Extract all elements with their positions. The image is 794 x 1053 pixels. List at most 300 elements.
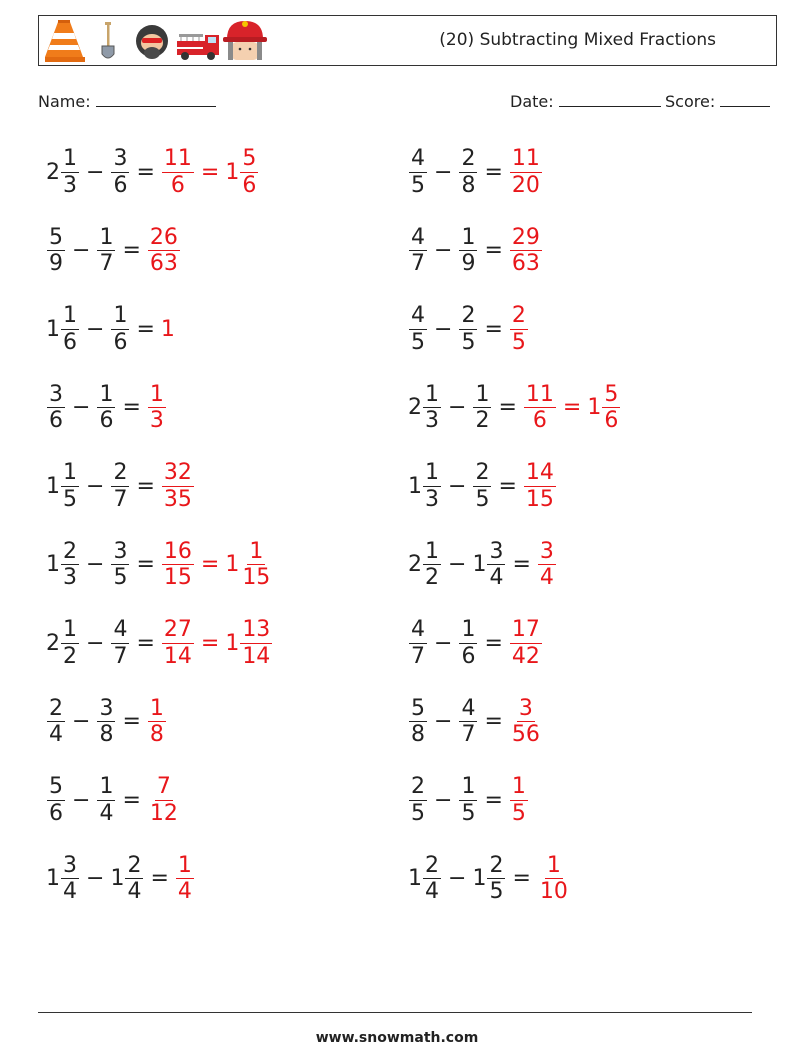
minuend-denominator: 6: [49, 800, 63, 826]
minus-sign: −: [434, 159, 453, 185]
minuend-numerator: 1: [425, 381, 439, 407]
minuend-whole: 2: [408, 395, 422, 420]
answer-denominator: 10: [539, 879, 568, 904]
worksheet-title: (20) Subtracting Mixed Fractions: [439, 30, 716, 50]
minus-sign: −: [86, 630, 105, 656]
minus-sign: −: [448, 552, 467, 577]
answer-mixed-denominator: 6: [604, 408, 619, 433]
score-blank[interactable]: [720, 92, 770, 107]
subtrahend-numerator: 2: [113, 460, 128, 486]
answer-numerator: 3: [518, 695, 533, 721]
minus-sign: −: [72, 787, 91, 813]
minus-sign: −: [448, 866, 467, 891]
minuend-denominator: 4: [63, 879, 77, 904]
subtrahend-fraction: [487, 540, 505, 589]
subtrahend-numerator: 1: [461, 774, 476, 800]
subtrahend-denominator: 8: [99, 722, 114, 747]
shovel-icon: [102, 22, 114, 58]
minuend-whole: 2: [408, 552, 422, 577]
minuend-numerator: 1: [425, 460, 439, 486]
answer-mixed-fraction: [240, 540, 272, 589]
answer: [523, 383, 621, 432]
minus-sign: −: [434, 630, 453, 656]
minuend-fraction: [47, 775, 65, 824]
subtrahend-denominator: 5: [461, 329, 476, 355]
minuend-denominator: 4: [49, 722, 63, 747]
answer-numerator: 32: [163, 460, 192, 486]
answer: [147, 383, 167, 432]
subtrahend-numerator: 2: [489, 852, 504, 878]
minus-sign: −: [86, 866, 105, 891]
minuend-denominator: 5: [411, 800, 425, 826]
answer-denominator: 20: [511, 172, 540, 198]
header-icons: [45, 19, 285, 63]
problem-4: [408, 221, 543, 281]
problem-17: [46, 770, 181, 830]
score-field[interactable]: [665, 92, 770, 111]
answer-fraction: [148, 226, 180, 275]
answer-numerator: 16: [163, 538, 192, 564]
answer-fraction: [510, 697, 542, 746]
equals-sign: =: [122, 238, 141, 263]
problem-14: [408, 613, 543, 673]
minuend-fraction: [61, 147, 79, 196]
subtrahend-numerator: 1: [99, 774, 114, 800]
subtrahend-fraction: [97, 775, 115, 824]
answer-numerator: 11: [511, 146, 540, 172]
minuend-whole: 1: [46, 552, 60, 577]
answer-fraction: [148, 775, 180, 824]
answer-denominator: 15: [163, 565, 192, 590]
minuend-fraction: [409, 697, 427, 746]
answer-denominator: 5: [511, 329, 526, 355]
answer-denominator: 8: [149, 722, 164, 747]
minus-sign: −: [72, 238, 91, 263]
minuend-denominator: 3: [425, 408, 439, 433]
minuend-numerator: 1: [63, 146, 77, 172]
subtrahend-numerator: 1: [461, 617, 476, 643]
subtrahend-numerator: 1: [113, 303, 128, 329]
subtrahend-numerator: 3: [113, 146, 128, 172]
equals-sign: =: [484, 630, 503, 656]
minuend-fraction: [409, 226, 427, 275]
answer: [537, 854, 571, 903]
equals-sign: =: [136, 159, 155, 185]
answer-numerator: 1: [149, 695, 164, 721]
answer-equals-sign: =: [200, 630, 220, 656]
subtrahend-fraction: [111, 147, 129, 196]
answer-whole: 1: [160, 316, 175, 342]
minuend-fraction: [409, 304, 427, 353]
answer: [509, 697, 543, 746]
date-blank[interactable]: [559, 92, 661, 107]
answer: [509, 618, 543, 667]
answer-denominator: 6: [532, 408, 547, 433]
problem-13: [46, 613, 273, 673]
answer: [161, 618, 273, 667]
minus-sign: −: [434, 787, 453, 813]
minus-sign: −: [448, 395, 467, 420]
equals-sign: =: [122, 787, 141, 813]
minuend-whole: 2: [46, 159, 60, 185]
minus-sign: −: [86, 473, 105, 499]
answer: [509, 304, 529, 353]
answer-mixed-numerator: 5: [242, 146, 257, 172]
problem-20: [408, 849, 571, 909]
equals-sign: =: [136, 630, 155, 656]
answer-fraction: [162, 461, 194, 510]
subtrahend-numerator: 3: [489, 538, 504, 564]
answer-denominator: 56: [511, 722, 540, 747]
problem-12: [408, 535, 557, 595]
subtrahend-denominator: 7: [461, 722, 476, 747]
subtrahend-denominator: 7: [99, 251, 114, 276]
minuend-numerator: 3: [49, 381, 63, 407]
minuend-fraction: [423, 540, 441, 589]
answer-mixed-denominator: 15: [242, 565, 271, 590]
minus-sign: −: [434, 709, 453, 734]
answer-fraction: [510, 226, 542, 275]
answer-numerator: 7: [156, 774, 171, 800]
problem-5: [46, 299, 175, 359]
subtrahend-fraction: [111, 540, 129, 589]
minuend-fraction: [47, 226, 65, 275]
subtrahend-whole: 1: [472, 552, 487, 577]
name-blank[interactable]: [96, 92, 216, 107]
subtrahend-denominator: 6: [113, 329, 128, 355]
answer-numerator: 29: [511, 224, 540, 250]
equals-sign: =: [150, 866, 169, 891]
equals-sign: =: [136, 473, 155, 499]
minuend-denominator: 7: [411, 251, 425, 276]
minuend-fraction: [61, 304, 79, 353]
minus-sign: −: [434, 238, 453, 263]
subtrahend-fraction: [111, 618, 129, 667]
minuend-denominator: 3: [63, 172, 77, 198]
footer-divider: [38, 1012, 752, 1013]
equals-sign: =: [498, 395, 517, 420]
answer-fraction: [162, 618, 194, 667]
minuend-numerator: 5: [49, 224, 63, 250]
equals-sign: =: [498, 473, 517, 499]
minus-sign: −: [72, 709, 91, 734]
subtrahend-fraction: [459, 147, 477, 196]
subtrahend-numerator: 3: [113, 538, 128, 564]
firefighter-mask-icon: [136, 25, 168, 59]
minuend-denominator: 5: [63, 486, 77, 512]
problem-8: [408, 378, 621, 438]
subtrahend-fraction: [459, 775, 477, 824]
subtrahend-fraction: [487, 854, 505, 903]
minuend-fraction: [409, 775, 427, 824]
answer-fraction: [510, 775, 528, 824]
problem-1: [46, 142, 259, 202]
equals-sign: =: [484, 787, 503, 813]
subtrahend-denominator: 5: [489, 879, 504, 904]
problem-9: [46, 456, 195, 516]
answer-mixed-denominator: 14: [242, 643, 271, 669]
answer-denominator: 4: [177, 879, 192, 904]
problem-7: [46, 378, 167, 438]
subtrahend-fraction: [459, 618, 477, 667]
minuend-fraction: [47, 383, 65, 432]
minus-sign: −: [86, 552, 105, 577]
subtrahend-denominator: 6: [99, 408, 114, 433]
minuend-fraction: [409, 147, 427, 196]
answer-numerator: 11: [525, 381, 554, 407]
minus-sign: −: [434, 316, 453, 342]
equals-sign: =: [136, 316, 155, 342]
equals-sign: =: [484, 159, 503, 185]
answer-denominator: 63: [149, 251, 178, 276]
minuend-denominator: 2: [63, 643, 77, 669]
traffic-cone-icon: [45, 20, 85, 62]
answer: [161, 147, 259, 196]
minuend-whole: 1: [46, 866, 60, 891]
minuend-whole: 1: [408, 866, 422, 891]
equals-sign: =: [484, 238, 503, 263]
answer-numerator: 26: [149, 224, 178, 250]
problem-2: [408, 142, 543, 202]
minuend-whole: 1: [46, 473, 60, 499]
equals-sign: =: [484, 709, 503, 734]
minuend-whole: 2: [46, 630, 60, 656]
subtrahend-whole: 1: [110, 866, 125, 891]
answer: [161, 540, 273, 589]
minuend-fraction: [61, 461, 79, 510]
answer-mixed-numerator: 13: [242, 617, 271, 643]
answer-denominator: 12: [149, 800, 178, 826]
minuend-denominator: 2: [425, 565, 439, 590]
minuend-fraction: [409, 618, 427, 667]
subtrahend-numerator: 1: [99, 381, 114, 407]
minus-sign: −: [86, 159, 105, 185]
answer-mixed-whole: 1: [225, 630, 240, 656]
minuend-denominator: 5: [411, 172, 425, 198]
subtrahend-numerator: 1: [99, 224, 114, 250]
minuend-numerator: 2: [425, 852, 439, 878]
answer-denominator: 42: [511, 643, 540, 669]
answer-fraction: [510, 147, 542, 196]
subtrahend-numerator: 2: [127, 852, 142, 878]
minuend-denominator: 3: [425, 486, 439, 512]
answer: [147, 775, 181, 824]
equals-sign: =: [122, 709, 141, 734]
minuend-numerator: 2: [411, 774, 425, 800]
minuend-numerator: 5: [411, 695, 425, 721]
answer: [147, 226, 181, 275]
answer-denominator: 35: [163, 486, 192, 512]
subtrahend-fraction: [97, 226, 115, 275]
answer-mixed-whole: 1: [225, 159, 240, 185]
answer-mixed-fraction: [240, 147, 258, 196]
subtrahend-fraction: [111, 461, 129, 510]
footer-url: www.snowmath.com: [315, 1030, 479, 1046]
subtrahend-denominator: 8: [461, 172, 476, 198]
answer-numerator: 1: [546, 852, 561, 878]
name-label: Name:: [38, 92, 91, 111]
fire-truck-icon: [177, 34, 219, 60]
answer-fraction: [176, 854, 194, 903]
worksheet-header: [38, 15, 777, 66]
answer-mixed-whole: 1: [225, 552, 240, 577]
minuend-denominator: 7: [411, 643, 425, 669]
minuend-fraction: [423, 383, 441, 432]
subtrahend-denominator: 4: [127, 879, 142, 904]
answer-denominator: 4: [539, 565, 554, 590]
equals-sign: =: [136, 552, 155, 577]
answer: [509, 775, 529, 824]
problem-18: [408, 770, 529, 830]
answer-mixed-whole: 1: [587, 395, 602, 420]
minuend-whole: 1: [46, 316, 60, 342]
subtrahend-whole: 1: [472, 866, 487, 891]
equals-sign: =: [122, 395, 141, 420]
answer: [509, 226, 543, 275]
subtrahend-fraction: [459, 304, 477, 353]
answer-equals-sign: =: [200, 159, 220, 185]
answer: [147, 697, 167, 746]
answer-numerator: 2: [511, 303, 526, 329]
answer-fraction: [524, 461, 556, 510]
minuend-numerator: 1: [63, 617, 77, 643]
minuend-fraction: [61, 618, 79, 667]
subtrahend-numerator: 2: [461, 146, 476, 172]
minuend-whole: 1: [408, 473, 422, 499]
problem-11: [46, 535, 273, 595]
name-field[interactable]: [38, 92, 216, 111]
answer: [175, 854, 195, 903]
minuend-denominator: 5: [411, 329, 425, 355]
answer-fraction: [148, 383, 166, 432]
subtrahend-numerator: 2: [461, 303, 476, 329]
answer-denominator: 3: [149, 408, 164, 433]
subtrahend-fraction: [125, 854, 143, 903]
minuend-denominator: 8: [411, 722, 425, 747]
problem-16: [408, 692, 543, 752]
subtrahend-numerator: 1: [461, 224, 476, 250]
answer: [509, 147, 543, 196]
date-field[interactable]: [510, 92, 661, 111]
answer-fraction: [510, 304, 528, 353]
score-label: Score:: [665, 92, 716, 111]
answer-fraction: [538, 540, 556, 589]
answer-numerator: 17: [511, 617, 540, 643]
minuend-numerator: 4: [411, 224, 425, 250]
minuend-numerator: 4: [411, 303, 425, 329]
minuend-numerator: 1: [63, 460, 77, 486]
subtrahend-denominator: 9: [461, 251, 476, 276]
problem-15: [46, 692, 167, 752]
subtrahend-denominator: 6: [113, 172, 128, 198]
minus-sign: −: [72, 395, 91, 420]
answer-fraction: [510, 618, 542, 667]
problem-3: [46, 221, 181, 281]
subtrahend-fraction: [473, 383, 491, 432]
subtrahend-fraction: [473, 461, 491, 510]
answer-fraction: [148, 697, 166, 746]
subtrahend-denominator: 7: [113, 643, 128, 669]
answer-mixed-fraction: [602, 383, 620, 432]
subtrahend-denominator: 5: [475, 486, 490, 512]
minuend-denominator: 4: [425, 879, 439, 904]
subtrahend-numerator: 4: [461, 695, 476, 721]
minuend-numerator: 1: [63, 303, 77, 329]
subtrahend-denominator: 4: [489, 565, 504, 590]
subtrahend-numerator: 1: [475, 381, 490, 407]
minuend-numerator: 1: [425, 538, 439, 564]
minuend-numerator: 4: [411, 146, 425, 172]
answer-fraction: [162, 147, 194, 196]
answer-denominator: 6: [170, 172, 185, 198]
minuend-numerator: 2: [49, 695, 63, 721]
firefighter-icon: [223, 21, 267, 60]
answer-mixed-numerator: 1: [249, 538, 264, 564]
answer-numerator: 1: [149, 381, 164, 407]
subtrahend-denominator: 5: [113, 565, 128, 590]
answer: [161, 461, 195, 510]
answer-denominator: 14: [163, 643, 192, 669]
answer-equals-sign: =: [562, 395, 582, 420]
subtrahend-fraction: [111, 304, 129, 353]
answer: [523, 461, 557, 510]
subtrahend-denominator: 6: [461, 643, 476, 669]
subtrahend-numerator: 2: [475, 460, 490, 486]
answer-equals-sign: =: [200, 552, 220, 577]
subtrahend-denominator: 4: [99, 800, 114, 826]
date-label: Date:: [510, 92, 554, 111]
minuend-denominator: 6: [49, 408, 63, 433]
minuend-fraction: [61, 540, 79, 589]
subtrahend-fraction: [97, 697, 115, 746]
answer-denominator: 15: [525, 486, 554, 512]
answer-fraction: [162, 540, 194, 589]
subtrahend-denominator: 5: [461, 800, 476, 826]
problem-6: [408, 299, 529, 359]
equals-sign: =: [512, 866, 531, 891]
minuend-denominator: 9: [49, 251, 63, 276]
subtrahend-denominator: 7: [113, 486, 128, 512]
answer-numerator: 27: [163, 617, 192, 643]
answer: [161, 317, 175, 342]
equals-sign: =: [484, 316, 503, 342]
subtrahend-numerator: 3: [99, 695, 114, 721]
answer-numerator: 3: [539, 538, 554, 564]
subtrahend-denominator: 2: [475, 408, 490, 433]
minuend-fraction: [423, 461, 441, 510]
answer-numerator: 14: [525, 460, 554, 486]
minuend-fraction: [61, 854, 79, 903]
minuend-denominator: 3: [63, 565, 77, 590]
answer-numerator: 1: [511, 774, 526, 800]
minuend-numerator: 5: [49, 774, 63, 800]
equals-sign: =: [512, 552, 531, 577]
minuend-denominator: 6: [63, 329, 77, 355]
minuend-numerator: 3: [63, 852, 77, 878]
minuend-fraction: [47, 697, 65, 746]
answer-numerator: 11: [163, 146, 192, 172]
subtrahend-fraction: [459, 226, 477, 275]
minuend-numerator: 2: [63, 538, 77, 564]
answer-mixed-fraction: [240, 618, 272, 667]
problem-10: [408, 456, 557, 516]
answer-fraction: [538, 854, 570, 903]
minuend-fraction: [423, 854, 441, 903]
subtrahend-fraction: [459, 697, 477, 746]
subtrahend-numerator: 4: [113, 617, 128, 643]
answer-fraction: [524, 383, 556, 432]
minuend-numerator: 4: [411, 617, 425, 643]
